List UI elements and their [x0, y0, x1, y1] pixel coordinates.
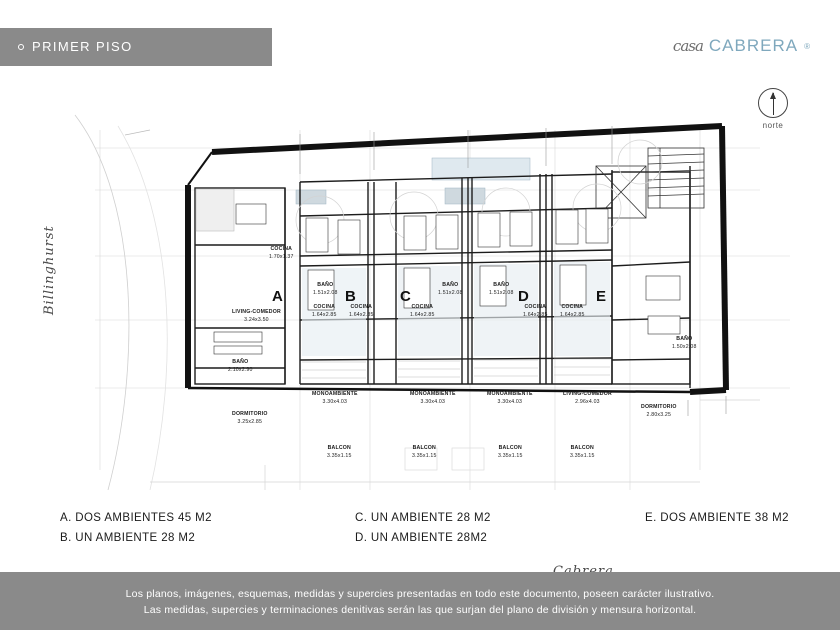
site-curve-2 — [118, 126, 167, 490]
room-label — [349, 304, 374, 319]
room-dimensions: 1.51x2.08 — [313, 289, 338, 296]
room-name: LIVING-COMEDOR — [232, 309, 281, 315]
room-name: LIVING-COMEDOR — [563, 391, 612, 397]
room-dimensions: 2.80x3.25 — [646, 411, 672, 418]
page-title: PRIMER PISO — [32, 39, 133, 54]
room-name: COCINA — [411, 304, 434, 310]
unit-letter-c: C — [400, 288, 411, 305]
room-name: COCINA — [561, 304, 584, 310]
room-dimensions: 1.64x2.85 — [523, 311, 548, 318]
room-dimensions: 3.35x1.15 — [570, 452, 595, 459]
room-label — [412, 445, 437, 460]
plan-svg — [0, 70, 840, 490]
room-label — [410, 304, 435, 319]
room-label — [641, 404, 677, 419]
room-dimensions: 3.35x1.15 — [412, 452, 437, 459]
room-label — [232, 309, 281, 324]
room-dimensions: 2.10x2.90 — [228, 366, 253, 373]
room-label — [523, 304, 548, 319]
room-label — [327, 445, 352, 460]
legend-item-b: B. UN AMBIENTE 28 M2 — [60, 532, 196, 544]
room-name: COCINA — [270, 246, 293, 252]
room-dimensions: 1.64x2.85 — [312, 311, 337, 318]
unit-letter-e: E — [596, 288, 607, 305]
room-name: COCINA — [524, 304, 547, 310]
room-dimensions: 3.35x1.15 — [327, 452, 352, 459]
room-dimensions: 3.24x3.50 — [244, 316, 269, 323]
legend-item-a: A. DOS AMBIENTES 45 M2 — [60, 512, 212, 524]
room-dimensions: 3.35x1.15 — [498, 452, 523, 459]
room-dimensions: 3.30x4.03 — [322, 398, 348, 405]
room-label — [487, 391, 533, 406]
room-label — [312, 304, 337, 319]
room-name: BALCON — [570, 445, 594, 451]
disclaimer-line-2: Las medidas, supercies y terminaciones denitivas serán las que surjan del plano de división y mensura horizontal. — [143, 604, 697, 617]
room-dimensions: 3.25x2.85 — [237, 418, 263, 425]
site-curve — [75, 115, 129, 490]
shaded-strip-b — [445, 188, 485, 204]
room-name: COCINA — [313, 304, 336, 310]
room-label — [570, 445, 595, 460]
room-dimensions: 1.51x2.08 — [438, 289, 463, 296]
room-name: BAÑO — [676, 336, 693, 342]
room-name: DORMITORIO — [641, 404, 677, 410]
unit-legend — [0, 512, 840, 560]
room-name: BAÑO — [493, 282, 510, 288]
room-label — [498, 445, 523, 460]
disclaimer-line-1: Los planos, imágenes, esquemas, medidas y supercies presentadas en todo este documento, poseen carácter ilustrativo. — [125, 588, 715, 600]
street-label-billinghurst: Billinghurst — [42, 225, 57, 315]
room-label — [489, 282, 514, 297]
room-dimensions: 1.50x2.08 — [672, 343, 697, 350]
unit-letter-b: B — [345, 288, 356, 305]
room-dimensions: 1.64x2.85 — [349, 311, 374, 318]
unit-letter-d: D — [518, 288, 529, 305]
room-name: BALCON — [327, 445, 351, 451]
room-name: BAÑO — [317, 282, 334, 288]
site-tick — [125, 130, 150, 135]
room-label — [313, 282, 338, 297]
compass-label: norte — [762, 121, 784, 130]
floorplan-drawing — [0, 70, 840, 490]
floor-title-bar — [0, 28, 272, 66]
room-dimensions: 1.70x1.37 — [269, 253, 294, 260]
room-name: BAÑO — [442, 282, 459, 288]
room-name: MONOAMBIENTE — [487, 391, 533, 397]
room-dimensions: 1.64x2.85 — [560, 311, 585, 318]
legend-item-d: D. UN AMBIENTE 28M2 — [355, 532, 488, 544]
street-box-2 — [452, 448, 484, 470]
unit-letter-a: A — [272, 288, 283, 305]
room-name: MONOAMBIENTE — [410, 391, 456, 397]
room-name: BALCON — [412, 445, 436, 451]
room-label — [269, 246, 294, 261]
brand-logo — [673, 36, 810, 56]
brand-name-label: CABRERA — [708, 36, 799, 55]
room-label — [672, 336, 697, 351]
room-name: BAÑO — [232, 359, 249, 365]
room-name: MONOAMBIENTE — [312, 391, 358, 397]
legend-item-e: E. DOS AMBIENTE 38 M2 — [645, 512, 789, 524]
room-label — [228, 359, 253, 374]
room-dimensions: 3.30x4.03 — [420, 398, 446, 405]
room-label — [560, 304, 585, 319]
brand-script-label: casa — [672, 37, 703, 55]
legend-item-c: C. UN AMBIENTE 28 M2 — [355, 512, 491, 524]
room-label — [438, 282, 463, 297]
room-name: COCINA — [350, 304, 373, 310]
disclaimer-footer — [0, 572, 840, 630]
room-label — [312, 391, 358, 406]
room-dimensions: 3.30x4.03 — [497, 398, 523, 405]
room-name: DORMITORIO — [232, 411, 268, 417]
brand-registered-mark: ® — [804, 41, 810, 51]
room-dimensions: 1.64x2.85 — [410, 311, 435, 318]
room-label — [232, 411, 268, 426]
room-name: BALCON — [498, 445, 522, 451]
room-dimensions: 1.51x2.08 — [489, 289, 514, 296]
bullet-icon — [18, 44, 24, 50]
room-dimensions: 2.96x4.03 — [575, 398, 600, 405]
room-label — [410, 391, 456, 406]
room-label — [563, 391, 612, 406]
